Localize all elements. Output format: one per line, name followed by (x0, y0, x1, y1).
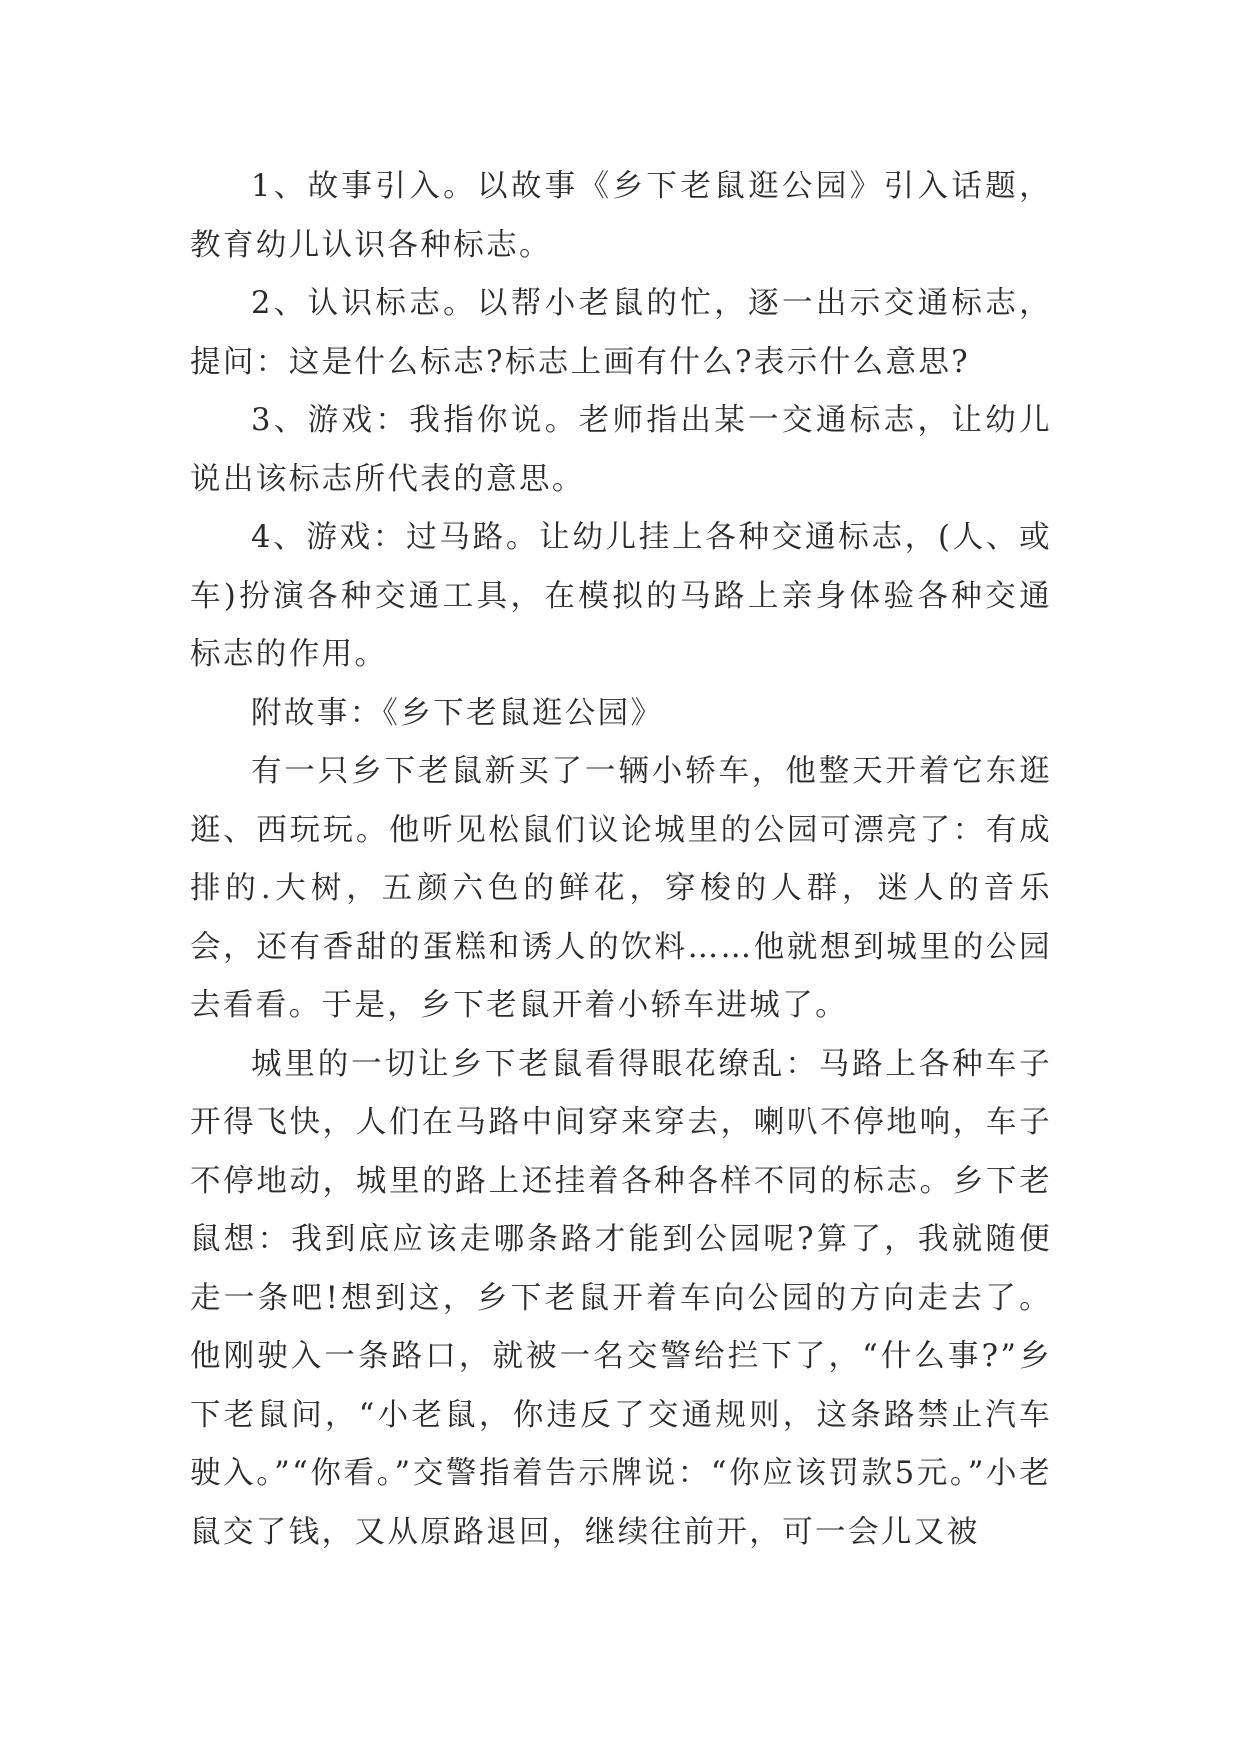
paragraph-step-1: 1、故事引入。以故事《乡下老鼠逛公园》引入话题，教育幼儿认识各种标志。 (190, 169, 1052, 263)
story-heading: 附故事：《乡下老鼠逛公园》 (251, 695, 664, 731)
document-body (190, 158, 1052, 1562)
story-paragraph-2: 城里的一切让乡下老鼠看得眼花缭乱：马路上各种车子开得飞快，人们在马路中间穿来穿去，喇叭不停地响，车子不停地动，城里的路上还挂着各种各样不同的标志。乡下老鼠想：我到底应该走哪条路才能到公园呢?算了，我就随便走一条吧!想到这，乡下老鼠开着车向公园的方向走去了。他刚驶入一条路口，就被一名交警给拦下了，“什么事?”乡下老鼠问，“小老鼠，你违反了交通规则，这条路禁止汽车驶入。”“你看。”交警指着告示牌说：“你应该罚款5元。”小老鼠交了钱，又从原路退回，继续往前开，可一会儿又被 (190, 1046, 1052, 1550)
paragraph-step-4: 4、游戏：过马路。让幼儿挂上各种交通标志，(人、或车)扮演各种交通工具，在模拟的马路上亲身体验各种交通标志的作用。 (190, 520, 1052, 672)
paragraph-step-2: 2、认识标志。以帮小老鼠的忙，逐一出示交通标志，提问：这是什么标志?标志上画有什么?表示什么意思? (190, 286, 1052, 380)
paragraph-step-3: 3、游戏：我指你说。老师指出某一交通标志，让幼儿说出该标志所代表的意思。 (190, 403, 1052, 497)
story-paragraph-1: 有一只乡下老鼠新买了一辆小轿车，他整天开着它东逛逛、西玩玩。他听见松鼠们议论城里的公园可漂亮了：有成排的.大树，五颜六色的鲜花，穿梭的人群，迷人的音乐会，还有香甜的蛋糕和诱人的饮料……他就想到城里的公园去看看。于是，乡下老鼠开着小轿车进城了。 (190, 754, 1052, 1023)
